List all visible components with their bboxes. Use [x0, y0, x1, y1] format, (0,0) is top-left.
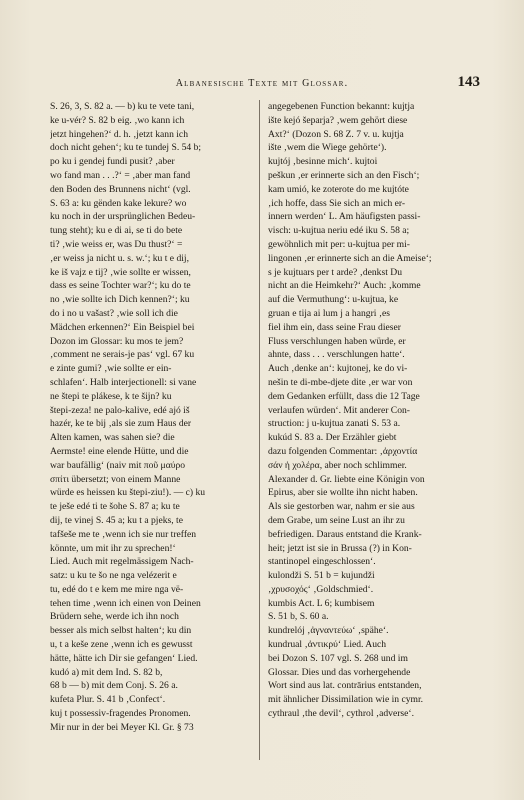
text-line: Lied. Auch mit regelmässigem Nach- — [50, 556, 194, 568]
text-line: po ku i gendej fundi pusit? ‚aber — [50, 156, 175, 168]
text-line: ‚er weiss ja nicht u. s. w.‘; ku t e dij, — [50, 252, 189, 264]
text-line: tafšeše me te ‚wenn ich sie nur treffen — [50, 528, 197, 540]
text-line: struction: j u-kujtua zanati S. 53 a. — [268, 418, 401, 430]
text-line: Auch ‚denke an‘: kujtonej, ke do vi- — [268, 363, 408, 375]
text-line: befriedigen. Daraus entstand die Krank- — [268, 528, 422, 540]
text-line: kufeta Plur. S. 41 b ‚Confect‘. — [50, 694, 166, 706]
text-line: mit ähnlicher Dissimilation wie in cymr. — [268, 694, 424, 706]
text-line: kumbis Act. L 6; kumbisem — [268, 597, 375, 609]
text-line: Brüdern sehe, werde ich ihn noch — [50, 611, 179, 623]
text-line: gruan e tija ai lum j a hangri ‚es — [268, 307, 391, 319]
text-line: kudó a) mit dem Ind. S. 82 b, — [50, 666, 163, 678]
text-line: e zinte gumi? ‚wie sollte er ein- — [50, 363, 172, 375]
text-line: Mir nur in der bei Meyer Kl. Gr. § 73 — [50, 721, 194, 733]
text-line: ‚ich hoffe, dass Sie sich an mich er- — [268, 197, 406, 209]
text-line: kukúd S. 83 a. Der Erzähler giebt — [268, 432, 397, 444]
text-line: ne štepi te plákese, k te šijn? ku — [50, 390, 172, 402]
text-line: innern werden‘ L. Am häufigsten passi- — [268, 211, 421, 223]
text-line: kujtój ‚besinne mich‘. kujtoi — [268, 156, 378, 168]
text-line: hätte, hätte ich Dir sie gefangen‘ Lied. — [50, 652, 198, 664]
text-line: s je kujtuars per t arde? ‚denkst Du — [268, 266, 403, 278]
text-line: S. 63 a: ku gënden kake lekure? wo — [50, 197, 187, 209]
running-title: Albanesische Texte mit Glossar. — [175, 78, 349, 89]
text-line: ište kejó šeparja? ‚wem gehört diese — [268, 114, 408, 126]
text-line: dem Gedanken erfüllt, dass die 12 Tage — [268, 390, 420, 402]
text-line: ti? ‚wie weiss er, was Du thust?‘ = — [50, 238, 183, 250]
text-line: ke u-vér? S. 82 b eig. ‚wo kann ich — [50, 114, 185, 126]
text-line: ište ‚wem die Wiege gehörte‘). — [268, 142, 387, 154]
text-line: do i no u vašast? ‚wie soll ich die — [50, 307, 178, 319]
page-number: 143 — [457, 74, 480, 90]
text-line: ku noch in der ursprünglichen Bedeu- — [50, 211, 196, 223]
text-line: doch nicht gehen‘; ku te tundej S. 54 b; — [50, 142, 202, 154]
text-line: dazu folgenden Commentar: ‚ἀρχοντία — [268, 445, 418, 457]
text-columns — [50, 100, 470, 760]
text-line: 68 b — b) mit dem Conj. S. 26 a. — [50, 680, 178, 692]
text-line: kundrual ‚ἀντικρύ‘ Lied. Auch — [268, 639, 387, 651]
text-line: verlaufen würden‘. Mit anderer Con- — [268, 404, 410, 416]
text-line: wo fand man . . .?‘ = ‚aber man fand — [50, 169, 191, 181]
text-line: Mädchen erkennen?‘ Ein Beispiel bei — [50, 321, 195, 333]
text-line: Als sie gestorben war, nahm er sie aus — [268, 501, 415, 513]
text-line: fiel ihm ein, dass seine Frau dieser — [268, 321, 401, 333]
text-line: Alten kamen, was sahen sie? die — [50, 432, 175, 444]
text-line: war baufällig‘ (naiv mit ποῦ μαύρο — [50, 459, 186, 471]
text-line: nicht an die Heimkehr?‘ Auch: ‚komme — [268, 280, 421, 292]
text-line: Glossar. Dies und das vorhergehende — [268, 666, 411, 678]
text-line: kam umió, ke zoterote do me kujtóte — [268, 183, 409, 195]
text-line: lingonen ‚er erinnerte sich an die Ameise‘; — [268, 252, 432, 264]
text-line: peškun ‚er erinnerte sich an den Fisch‘; — [268, 169, 420, 181]
text-line: Axt?‘ (Dozon S. 68 Z. 7 v. u. kujtja — [268, 128, 404, 140]
text-line: ‚χρυσοχός‘ ‚Goldschmied‘. — [268, 583, 374, 595]
text-line: bei Dozon S. 107 vgl. S. 268 und im — [268, 652, 408, 664]
text-line: satz: u ku te šo ne nga velézerit e — [50, 570, 177, 582]
text-line: cythraul ‚the devil‘, cythrol ‚adverse‘. — [268, 708, 414, 720]
text-line: heit; jetzt ist sie in Brussa (?) in Kon- — [268, 542, 412, 554]
text-line: Wort sind aus lat. contrārius entstanden, — [268, 680, 422, 692]
text-line: kundrelój ‚ἀγναντεύω‘ ‚spähe‘. — [268, 625, 389, 637]
text-line: dem Grabe, um seine Lust an ihr zu — [268, 514, 405, 526]
text-line: te ješe edé ti te šohe S. 87 a; ku te — [50, 501, 180, 513]
text-line: stantinopel eingeschlossen‘. — [268, 556, 376, 568]
text-line: würde es heissen ku štepi-ziu!). — c) ku — [50, 487, 206, 499]
text-line: kuj t possessiv-fragendes Pronomen. — [50, 708, 191, 720]
text-line: jetzt hingehen?‘ d. h. ‚jetzt kann ich — [50, 128, 188, 140]
text-line: ‚comment ne serais-je pas‘ vgl. 67 ku — [50, 349, 195, 361]
text-line: σπίτι übersetzt; von einem Manne — [50, 473, 181, 485]
right-column — [268, 100, 468, 721]
text-line: Dozon im Glossar: ku mos te jem? — [50, 335, 184, 347]
text-line: könnte, um mit ihr zu sprechen!‘ — [50, 542, 176, 554]
text-line: ke iš vajz e tij? ‚wie sollte er wissen, — [50, 266, 191, 278]
text-line: hazér, ke te bij ‚als sie zum Haus der — [50, 418, 192, 430]
text-line: Fluss verschlungen haben würde, er — [268, 335, 406, 347]
text-line: angegebenen Function bekannt: kujtja — [268, 101, 415, 112]
text-line: besser als mich selbst halten‘; ku din — [50, 625, 192, 637]
text-line: S. 51 b, S. 60 a. — [268, 611, 329, 623]
left-column — [50, 100, 250, 735]
text-line: dass es seine Tochter war?‘; ku do te — [50, 280, 191, 292]
text-line: σάν ἡ χολέρα, aber noch schlimmer. — [268, 459, 407, 471]
text-line: ahnte, dass . . . verschlungen hatte‘. — [268, 349, 405, 361]
text-line: S. 26, 3, S. 82 a. — b) ku te vete tani, — [50, 101, 195, 112]
text-line: visch: u-kujtua neriu edé iku S. 58 a; — [268, 225, 410, 237]
text-line: štepi-zeza! ne palo-kalive, edé ajó iš — [50, 404, 190, 416]
text-line: dij, te vinej S. 45 a; ku t a pjeks, te — [50, 514, 183, 526]
text-line: den Boden des Brunnens nicht‘ (vgl. — [50, 183, 191, 195]
text-line: schlafen‘. Halb interjectionell: si vane — [50, 376, 197, 388]
text-line: kulondži S. 51 b = kujundži — [268, 570, 375, 582]
text-line: no ‚wie sollte ich Dich kennen?‘; ku — [50, 294, 190, 306]
text-line: tung steht); ku e di ai, se ti do bete — [50, 225, 183, 237]
text-line: nešin te di-mbe-djete dite ‚er war von — [268, 376, 413, 388]
text-line: Epirus, aber sie wollte ihn nicht haben. — [268, 487, 418, 499]
text-line: Alexander d. Gr. liebte eine Königin von — [268, 473, 425, 485]
text-line: tu, edé do t e kem me mire nga vë- — [50, 583, 184, 595]
text-line: u, t a keše zene ‚wenn ich es gewusst — [50, 639, 193, 651]
text-line: Aermste! eine elende Hütte, und die — [50, 445, 189, 457]
text-line: auf die Vermuthung‘: u-kujtua, ke — [268, 294, 399, 306]
column-divider — [259, 100, 260, 760]
text-line: tehen time ‚wenn ich einen von Deinen — [50, 597, 201, 609]
text-line: gewöhnlich mit per: u-kujtua per mi- — [268, 238, 411, 250]
